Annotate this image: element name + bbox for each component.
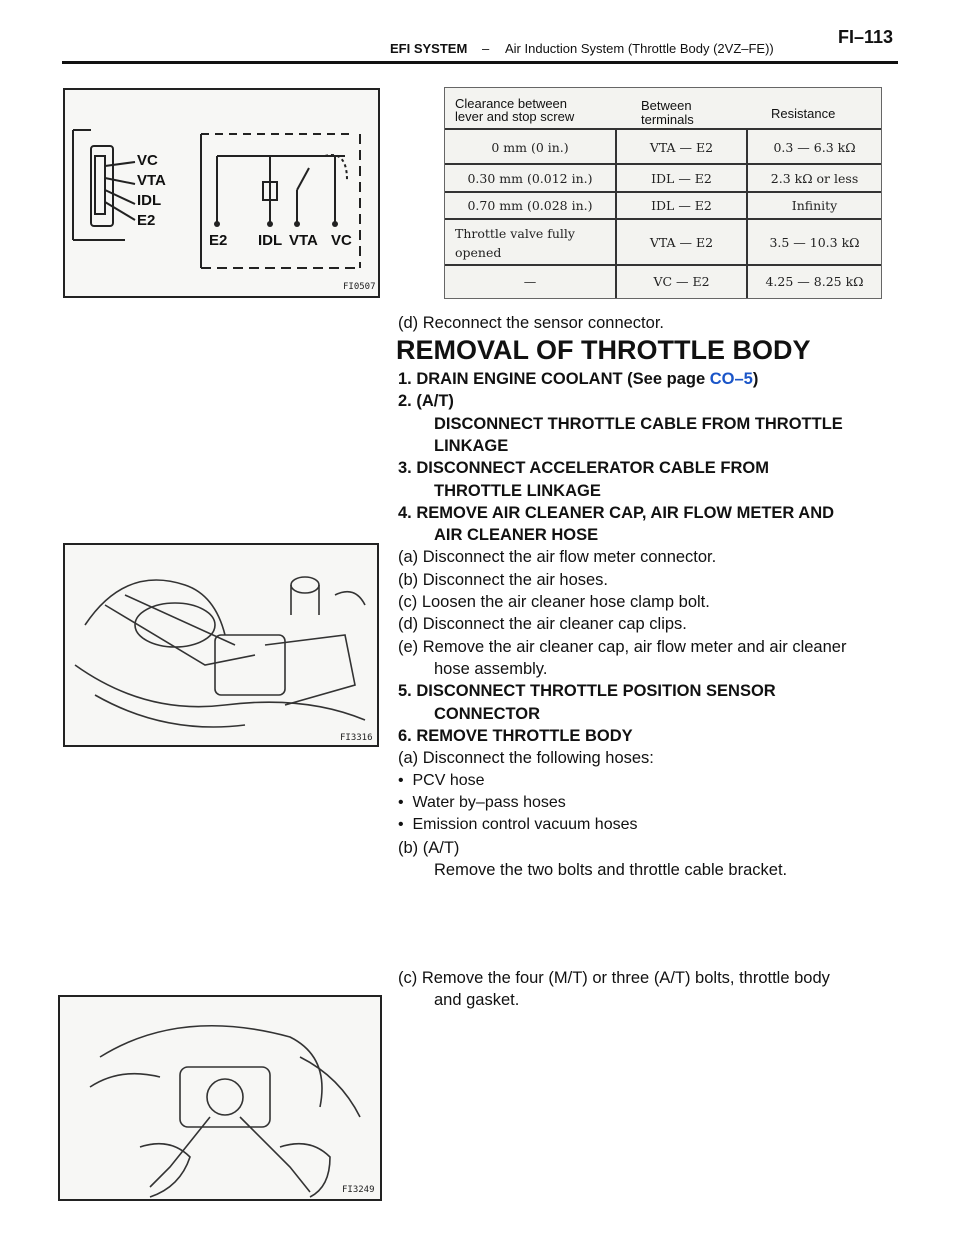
step-4a: (a) Disconnect the air flow meter connector. xyxy=(398,548,717,566)
step-4c: (c) Loosen the air cleaner hose clamp bolt. xyxy=(398,593,710,611)
table-header-terminals-line2: terminals xyxy=(641,112,694,127)
step-6b-label: (b) (A/T) xyxy=(398,839,460,857)
connector-label-e2: E2 xyxy=(137,212,156,229)
step-2-line1: DISCONNECT THROTTLE CABLE FROM THROTTLE xyxy=(434,415,843,433)
table-cell: 4.25 — 8.25 kΩ xyxy=(765,274,864,289)
throttle-body-drawing xyxy=(60,997,380,1199)
step-6b-text: Remove the two bolts and throttle cable bracket. xyxy=(434,861,788,879)
table-cell: — xyxy=(523,274,537,289)
step-5-line1: 5. DISCONNECT THROTTLE POSITION SENSOR xyxy=(398,682,776,700)
table-cell: 2.3 kΩ or less xyxy=(770,171,859,186)
table-cell: VTA — E2 xyxy=(649,140,714,155)
table-cell: IDL — E2 xyxy=(651,198,712,213)
table-rule xyxy=(445,163,881,165)
step-2-label: 2. (A/T) xyxy=(398,392,454,410)
header-system: EFI SYSTEM xyxy=(390,41,468,56)
table-cell: 0.30 mm (0.012 in.) xyxy=(467,171,593,186)
table-rule xyxy=(445,264,881,266)
table-cell: IDL — E2 xyxy=(651,171,712,186)
header-dash: – xyxy=(482,41,490,56)
step-4b: (b) Disconnect the air hoses. xyxy=(398,571,609,589)
sensor-circuit-drawing xyxy=(65,90,378,296)
header-subtitle: Air Induction System (Throttle Body (2VZ–FE)) xyxy=(505,41,774,56)
step-4d: (d) Disconnect the air cleaner cap clips. xyxy=(398,615,687,633)
bullet-text: Water by–pass hoses xyxy=(412,794,566,811)
step-3-line1: 3. DISCONNECT ACCELERATOR CABLE FROM xyxy=(398,459,769,477)
step-2-line2: LINKAGE xyxy=(434,437,509,455)
air-cleaner-figure xyxy=(63,543,379,747)
table-cell: Throttle valve fully xyxy=(455,226,575,241)
table-cell: 0 mm (0 in.) xyxy=(491,140,569,155)
step-6c-line2: and gasket. xyxy=(434,991,520,1009)
table-cell: opened xyxy=(455,245,502,260)
air-cleaner-drawing xyxy=(65,545,377,745)
table-header-clearance-line1: Clearance between xyxy=(455,96,568,111)
step-5-line2: CONNECTOR xyxy=(434,705,541,723)
resistance-table xyxy=(444,87,882,299)
page-number: FI–113 xyxy=(838,27,894,47)
step-reconnect-sensor: (d) Reconnect the sensor connector. xyxy=(398,314,664,332)
step-4e-line1: (e) Remove the air cleaner cap, air flow meter and air cleaner xyxy=(398,638,847,656)
bullet-text: Emission control vacuum hoses xyxy=(412,816,638,833)
table-cell: 0.3 — 6.3 kΩ xyxy=(773,140,856,155)
header-rule xyxy=(62,61,898,64)
step-6c-line1: (c) Remove the four (M/T) or three (A/T) bolts, throttle body xyxy=(398,969,830,987)
terminal-label-idl: IDL xyxy=(258,232,283,249)
step-1 xyxy=(398,370,758,389)
step-6a: (a) Disconnect the following hoses: xyxy=(398,749,654,767)
step-1-text: 1. DRAIN ENGINE COOLANT (See page xyxy=(398,370,710,388)
table-rule xyxy=(445,191,881,193)
step-4e-line2: hose assembly. xyxy=(434,660,548,678)
step-6: 6. REMOVE THROTTLE BODY xyxy=(398,727,633,745)
throttle-body-figure xyxy=(58,995,382,1201)
section-heading: REMOVAL OF THROTTLE BODY xyxy=(396,335,811,365)
step-4-line1: 4. REMOVE AIR CLEANER CAP, AIR FLOW METER AND xyxy=(398,504,835,522)
sensor-circuit-figure xyxy=(63,88,380,298)
bullet-text: PCV hose xyxy=(412,772,485,789)
terminal-label-e2: E2 xyxy=(209,232,228,249)
table-cell: 0.70 mm (0.028 in.) xyxy=(467,198,593,213)
bullet-item: • Water by–pass hoses xyxy=(398,794,566,811)
connector-label-vc: VC xyxy=(137,152,158,169)
terminal-label-vc: VC xyxy=(331,232,352,249)
table-cell: Infinity xyxy=(791,198,838,213)
step-1-close: ) xyxy=(752,370,759,388)
table-cell: VTA — E2 xyxy=(649,235,714,250)
table-header-terminals-line1: Between xyxy=(641,98,692,113)
connector-label-idl: IDL xyxy=(137,192,162,209)
terminal-label-vta: VTA xyxy=(289,232,318,249)
connector-label-vta: VTA xyxy=(137,172,166,189)
table-rule xyxy=(445,128,881,130)
step-3-line2: THROTTLE LINKAGE xyxy=(434,482,601,500)
figure-code: FI3316 xyxy=(340,733,373,743)
table-rule xyxy=(445,218,881,220)
bullet-item: • Emission control vacuum hoses xyxy=(398,816,638,833)
table-cell: VC — E2 xyxy=(653,274,710,289)
table-header-resistance: Resistance xyxy=(771,106,836,121)
bullet-item: • PCV hose xyxy=(398,772,485,789)
table-header-clearance-line2: lever and stop screw xyxy=(455,109,575,124)
figure-code: FI0507 xyxy=(343,282,376,292)
step-4-line2: AIR CLEANER HOSE xyxy=(434,526,599,544)
page-link-co5[interactable]: CO–5 xyxy=(709,370,753,388)
figure-code: FI3249 xyxy=(342,1185,375,1195)
table-cell: 3.5 — 10.3 kΩ xyxy=(769,235,860,250)
